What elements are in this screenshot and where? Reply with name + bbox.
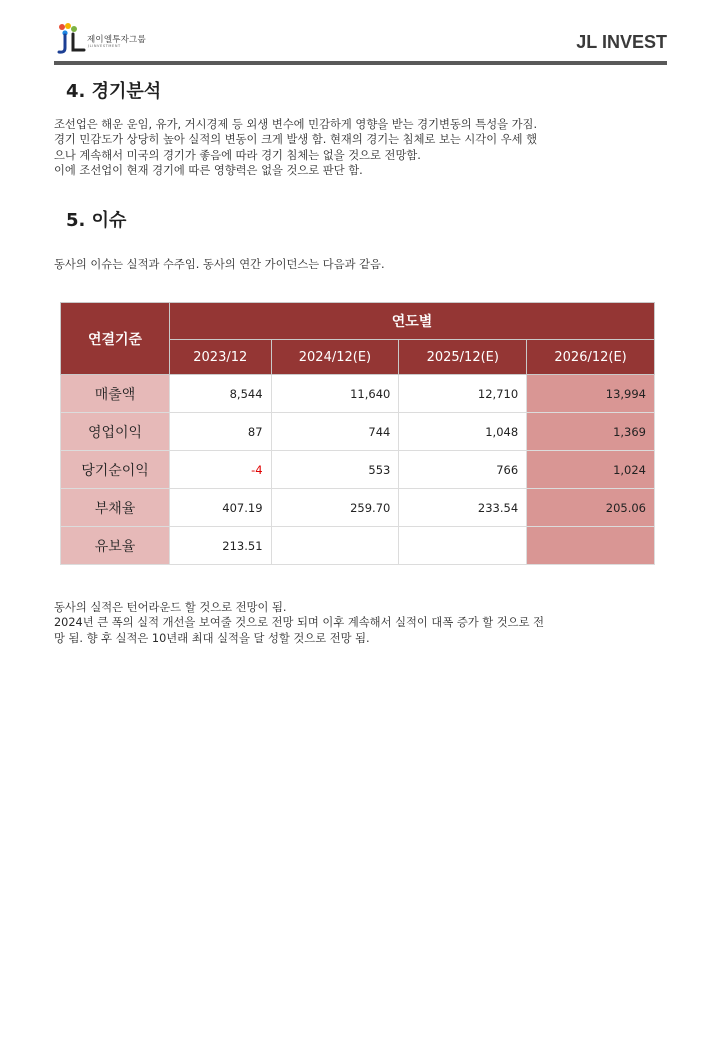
table-cell-highlighted: 205.06	[527, 489, 655, 527]
paragraph-line: 이에 조선업이 현재 경기에 따른 영향력은 없을 것으로 판단 함.	[54, 164, 363, 178]
table-cell: 8,544	[170, 375, 272, 413]
section-5-title: 5. 이슈	[66, 210, 127, 231]
table-row	[61, 413, 655, 451]
paragraph-line: 조선업은 해운 운임, 유가, 거시경제 등 외생 변수에 민감하게 영향을 받는 경기변동의 특성을 가짐.	[54, 118, 538, 131]
paragraph-line: 경기 민감도가 상당히 높아 실적의 변동이 크게 발생 함. 현재의 경기는 침체로 보는 시각이 우세 했	[54, 133, 538, 147]
table-cell-highlighted	[527, 527, 655, 565]
paragraph-line: 동사의 실적은 턴어라운드 할 것으로 전망이 됨.	[54, 601, 287, 614]
table-cell: 744	[271, 413, 399, 451]
table-cell: 11,640	[271, 375, 399, 413]
header-divider	[54, 61, 667, 65]
company-logo	[54, 22, 164, 58]
table-row	[61, 527, 655, 565]
row-label: 당기순이익	[61, 451, 170, 489]
paragraph-line: 망 됨. 향 후 실적은 10년래 최대 실적을 달 성할 것으로 전망 됨.	[54, 631, 370, 645]
table-cell: 1,048	[399, 413, 527, 451]
section-4-title: 4. 경기분석	[66, 81, 162, 102]
section-4-body	[54, 117, 654, 179]
table-row	[61, 451, 655, 489]
conclusion-body	[54, 600, 654, 646]
table-cell-negative: -4	[170, 451, 272, 489]
table-cell: 766	[399, 451, 527, 489]
paragraph-line: 으나 계속해서 미국의 경기가 좋음에 따라 경기 침체는 없을 것으로 전망함.	[54, 148, 421, 162]
table-cell: 233.54	[399, 489, 527, 527]
table-row	[61, 375, 655, 413]
logo-subtext: JLINVESTMENT	[88, 44, 121, 48]
section-5-intro	[54, 257, 654, 272]
paragraph-line: 동사의 이슈는 실적과 수주임. 동사의 연간 가이던스는 다음과 같음.	[54, 258, 385, 271]
table-cell: 12,710	[399, 375, 527, 413]
table-cell: 213.51	[170, 527, 272, 565]
table-cell-highlighted: 13,994	[527, 375, 655, 413]
row-label: 유보율	[61, 527, 170, 565]
row-label: 매출액	[61, 375, 170, 413]
page-header	[54, 22, 667, 64]
table-cell: 259.70	[271, 489, 399, 527]
brand-title: JL INVEST	[576, 32, 667, 52]
table-cell-highlighted: 1,024	[527, 451, 655, 489]
table-corner-header: 연결기준	[61, 303, 170, 375]
table-group-header: 연도별	[170, 303, 655, 340]
year-header: 2026/12(E)	[527, 340, 655, 375]
table-cell: 553	[271, 451, 399, 489]
table-cell	[399, 527, 527, 565]
year-header: 2025/12(E)	[399, 340, 527, 375]
table-cell	[271, 527, 399, 565]
logo-mark-icon	[54, 22, 88, 56]
table-row	[61, 489, 655, 527]
logo-text: 제이엘투자그룹	[87, 35, 146, 45]
paragraph-line: 2024년 큰 폭의 실적 개선을 보여줄 것으로 전망 되며 이후 계속해서 실적이 대폭 증가 할 것으로 전	[54, 616, 544, 630]
row-label: 영업이익	[61, 413, 170, 451]
table-cell-highlighted: 1,369	[527, 413, 655, 451]
financial-guidance-table	[60, 302, 655, 565]
year-header: 2023/12	[170, 340, 272, 375]
year-header: 2024/12(E)	[271, 340, 399, 375]
row-label: 부채율	[61, 489, 170, 527]
table-cell: 407.19	[170, 489, 272, 527]
table-header-row	[61, 303, 655, 340]
table-cell: 87	[170, 413, 272, 451]
